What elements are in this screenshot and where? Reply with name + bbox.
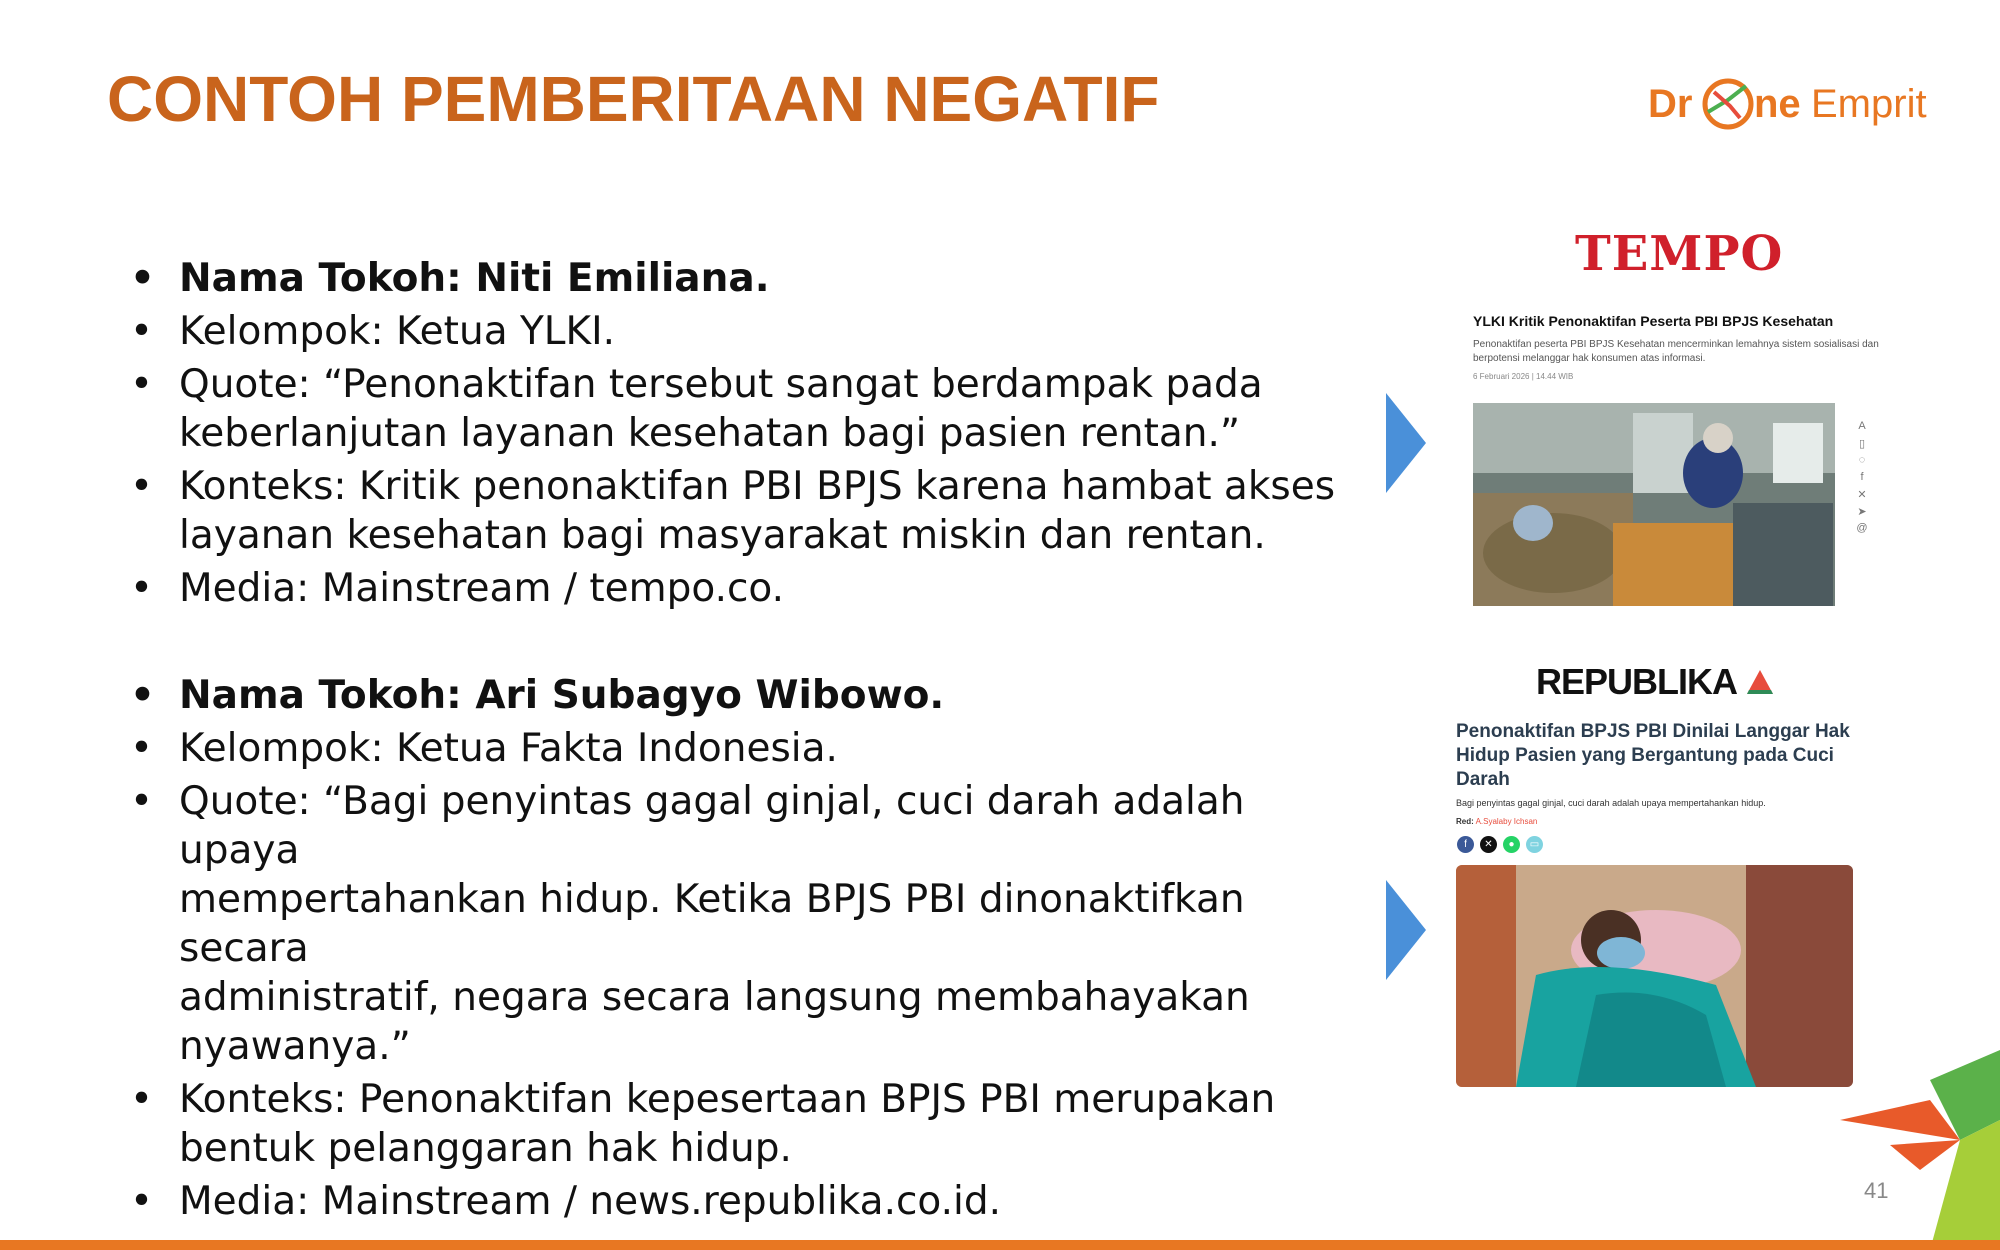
bullet-icon: • <box>130 726 154 771</box>
tempo-subtitle: Penonaktifan peserta PBI BPJS Kesehatan mencerminkan lemahnya sistem sosialisasi dan berpotensi melanggar hak konsumen atas informasi. <box>1473 339 1879 364</box>
page-title: CONTOH PEMBERITAAN NEGATIF <box>107 63 1160 135</box>
konteks-line: bentuk pelanggaran hak hidup. <box>179 1126 792 1171</box>
republika-headline: Penonaktifan BPJS PBI Dinilai Langgar Hak Hidup Pasien yang Bergantung pada Cuci Darah <box>1456 721 1850 790</box>
tempo-photo <box>1473 403 1835 606</box>
konteks-line: layanan kesehatan bagi masyarakat miskin dan rentan. <box>179 513 1266 558</box>
x-icon[interactable]: ✕ <box>1480 836 1497 853</box>
quote-line: Quote: “Bagi penyintas gagal ginjal, cuci darah adalah upaya <box>179 779 1245 873</box>
quote-line: nyawanya.” <box>179 1024 411 1069</box>
facebook-icon[interactable]: f <box>1860 471 1864 483</box>
list-item <box>130 1177 1350 1226</box>
bottom-accent-bar <box>0 1240 2000 1250</box>
quote-line: keberlanjutan layanan kesehatan bagi pasien rentan.” <box>179 411 1241 456</box>
list-item <box>130 254 1350 303</box>
list-item <box>130 671 1350 720</box>
bullet-icon: • <box>130 309 154 354</box>
drone-logo-icon <box>1700 72 1756 132</box>
republika-logo <box>1536 661 1775 703</box>
list-item <box>130 564 1350 613</box>
telegram-icon[interactable]: ➤ <box>1857 506 1867 518</box>
republika-editor <box>1456 817 1537 826</box>
kelompok: Kelompok: Ketua YLKI. <box>179 309 616 354</box>
konteks-line: Konteks: Kritik penonaktifan PBI BPJS karena hambat akses <box>179 464 1336 509</box>
page-number: 41 <box>1864 1178 1889 1203</box>
arrow-right-icon <box>1386 880 1426 980</box>
list-item <box>130 724 1350 773</box>
logo-text-part3: Emprit <box>1811 82 1927 126</box>
bullet-icon: • <box>130 362 154 407</box>
list-item <box>130 777 1350 1071</box>
republika-subtitle: Bagi penyintas gagal ginjal, cuci darah adalah upaya mempertahankan hidup. <box>1456 798 1766 808</box>
konteks-line: Konteks: Penonaktifan kepesertaan BPJS PBI merupakan <box>179 1077 1276 1122</box>
republika-photo <box>1456 865 1853 1087</box>
bookmark-icon[interactable]: ▯ <box>1858 438 1866 450</box>
quote-line: mempertahankan hidup. Ketika BPJS PBI dinonaktifkan secara <box>179 877 1245 971</box>
editor-label: Red: <box>1456 817 1474 826</box>
republika-logo-text: REPUBLIKA <box>1536 661 1736 702</box>
watermelon-icon <box>1745 668 1775 696</box>
decorative-leaf-shape <box>1810 1040 2000 1250</box>
kelompok: Kelompok: Ketua Fakta Indonesia. <box>179 726 838 771</box>
logo-text-part2: ne <box>1754 82 1801 126</box>
whatsapp-icon[interactable]: ◌ <box>1858 454 1866 466</box>
tempo-logo: TEMPO <box>1575 226 1784 282</box>
bullet-group-2 <box>130 671 1350 1226</box>
threads-icon[interactable]: @ <box>1856 522 1868 534</box>
font-size-icon[interactable]: A <box>1858 420 1866 432</box>
bullet-group-1 <box>130 254 1350 613</box>
patient-photo-image <box>1456 865 1853 1087</box>
x-icon[interactable]: ✕ <box>1857 489 1867 501</box>
bullet-icon: • <box>130 779 154 824</box>
bullet-icon: • <box>130 673 155 718</box>
logo-text-part1: Dr <box>1648 82 1693 126</box>
quote-line: Quote: “Penonaktifan tersebut sangat berdampak pada <box>179 362 1263 407</box>
arrow-right-icon <box>1386 393 1426 493</box>
editor-name: A.Syalaby Ichsan <box>1475 817 1538 826</box>
bullet-icon: • <box>130 256 155 301</box>
tokoh-name: Nama Tokoh: Niti Emiliana. <box>179 256 770 301</box>
bullet-icon: • <box>130 566 154 611</box>
hospital-photo-image <box>1473 403 1835 606</box>
tempo-share-icons <box>1855 420 1869 539</box>
tempo-headline: YLKI Kritik Penonaktifan Peserta PBI BPJS Kesehatan <box>1473 313 1834 329</box>
bullet-icon: • <box>130 464 154 509</box>
comment-icon[interactable]: ▭ <box>1526 836 1543 853</box>
list-item <box>130 360 1350 458</box>
list-item <box>130 307 1350 356</box>
list-item <box>130 462 1350 560</box>
bullet-icon: • <box>130 1077 154 1122</box>
tempo-date: 6 Februari 2026 | 14.44 WIB <box>1473 372 1574 381</box>
list-item <box>130 1075 1350 1173</box>
bullet-icon: • <box>130 1179 154 1224</box>
drone-emprit-logo <box>1648 70 1927 142</box>
quote-line: administratif, negara secara langsung membahayakan <box>179 975 1250 1020</box>
media: Media: Mainstream / news.republika.co.id. <box>179 1179 1001 1224</box>
facebook-icon[interactable]: f <box>1457 836 1474 853</box>
whatsapp-icon[interactable]: ● <box>1503 836 1520 853</box>
media: Media: Mainstream / tempo.co. <box>179 566 784 611</box>
tokoh-name: Nama Tokoh: Ari Subagyo Wibowo. <box>179 673 945 718</box>
